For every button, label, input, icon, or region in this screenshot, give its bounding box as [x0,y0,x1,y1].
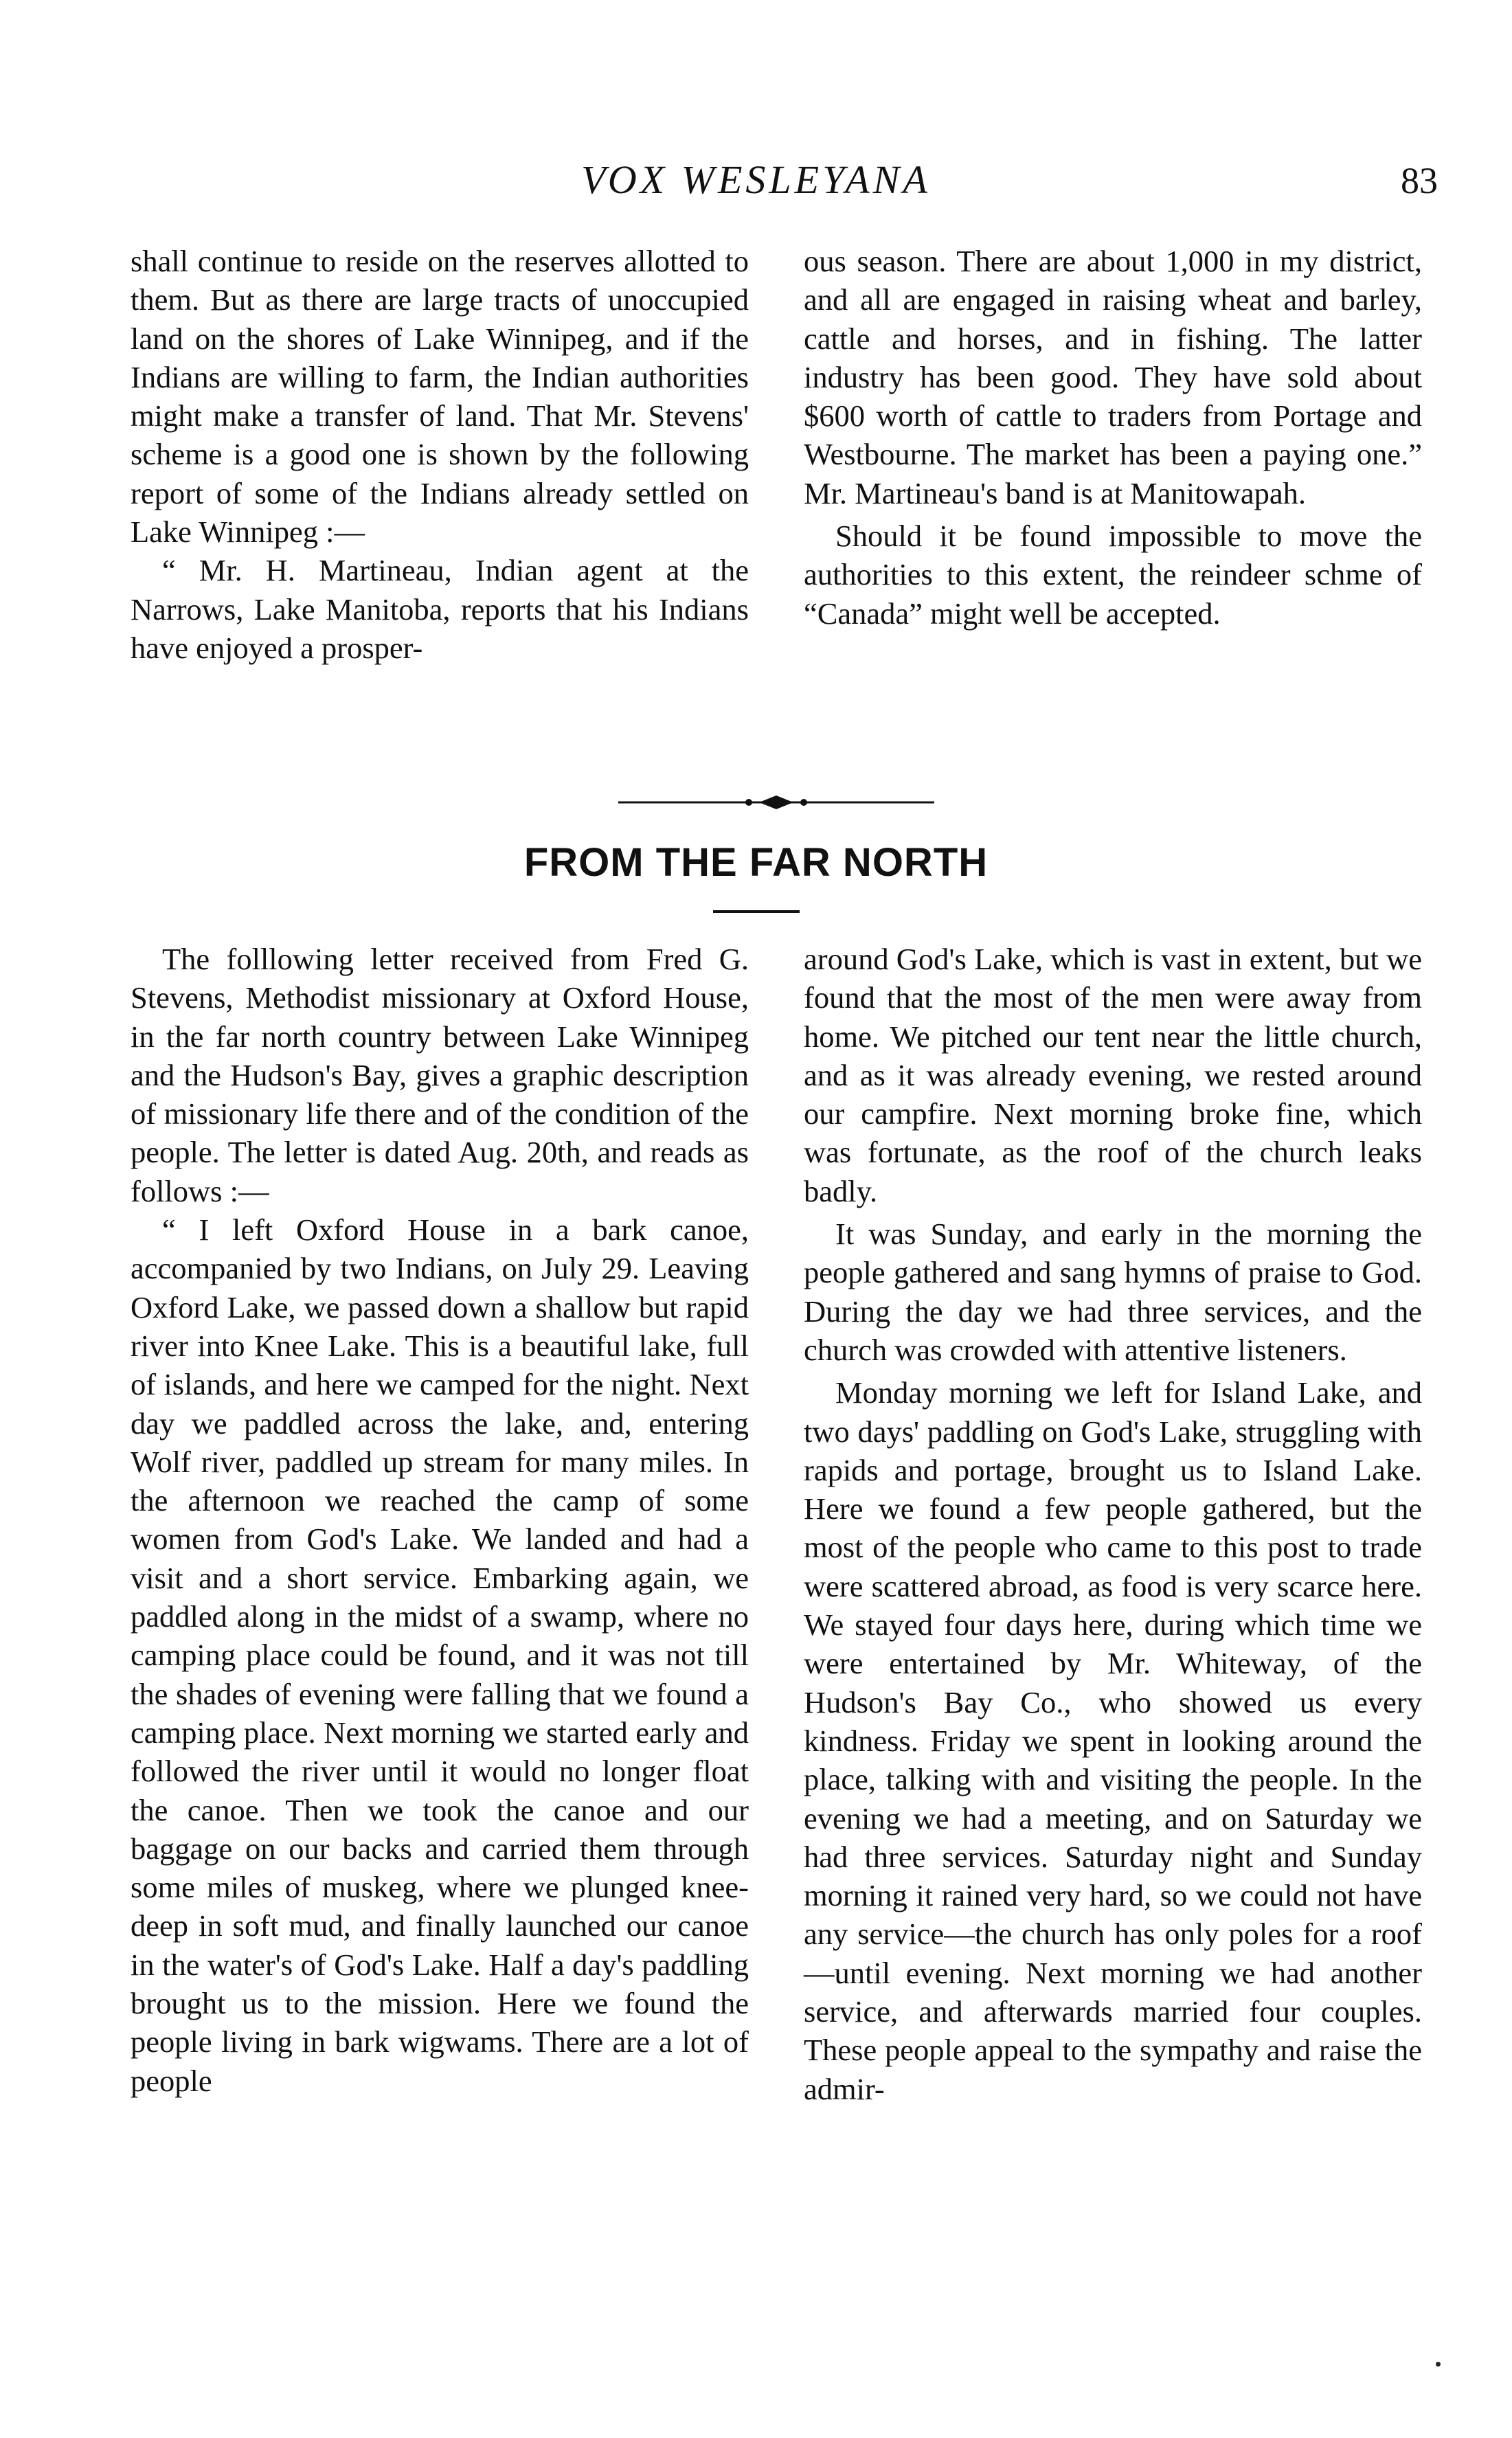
article1-column-right [804,242,1422,633]
page-number: 83 [1401,160,1438,201]
article1-column-left [131,242,749,667]
paragraph: ous season. There are about 1,000 in my district, and all are engaged in raising wheat and barley, cattle and horses, and in fishing. The latter industry has been good. They have sold about $600 worth of cattle to traders from Portage and Westbourne. The market has been a paying one.” Mr. Martineau's band is at Manitowapah. [804,244,1422,510]
paragraph: It was Sunday, and early in the morning the people gathered and sang hymns of praise to God. During the day we had three services, and the church was crowded with attentive listeners. [804,1217,1422,1367]
paragraph: shall continue to reside on the reserves allotted to them. But as there are large tracts of unoccupied land on the shores of Lake Winnipeg, and if the Indians are willing to farm, the Indian authorities might make a transfer of land. That Mr. Stevens' scheme is a good one is shown by the following report of some of the Indians already settled on Lake Winnipeg :— [131,244,749,550]
journal-title: VOX WESLEYANA [581,157,931,202]
paragraph: Monday morning we left for Island Lake, and two days' paddling on God's Lake, struggling with rapids and portage, brought us to Island Lake. Here we found a few people gathered, but the most of the people who came to this post to trade were scattered abroad, as food is very scarce here. We stayed four days here, during which time we were entertained by Mr. Whiteway, of the Hudson's Bay Co., who showed us every kindness. Friday we spent in looking around the place, talking with and visiting the people. In the evening we had a meeting, and on Saturday we had three services. Saturday night and Sunday morning it rained very hard, so we could not have any service—the church has only poles for a roof—until evening. Next morning we had another service, and afterwards married four couples. These people appeal to the sympathy and raise the admir- [804,1375,1422,2106]
ink-speck [1436,2362,1441,2367]
section-ornament [618,789,934,816]
paragraph: The folllowing letter received from Fred G. Stevens, Methodist missionary at Oxford House, in the far north country between Lake Winnipeg and the Hudson's Bay, gives a graphic description of missionary life there and of the condition of the people. The letter is dated Aug. 20th, and reads as follows :— [131,942,749,1208]
paragraph: Should it be found impossible to move the authorities to this extent, the reindeer schme of “Canada” might well be accepted. [804,519,1422,631]
title-underline [713,910,800,913]
article2-column-right [804,940,1422,2108]
paragraph: “ Mr. H. Martineau, Indian agent at the Narrows, Lake Manitoba, reports that his Indians have enjoyed a prosper- [131,553,749,665]
paragraph: “ I left Oxford House in a bark canoe, accompanied by two Indians, on July 29. Leaving Oxford Lake, we passed down a shallow but rapid river into Knee Lake. This is a beautiful lake, full of islands, and here we camped for the night. Next day we paddled across the lake, and, entering Wolf river, paddled up stream for many miles. In the afternoon we reached the camp of some women from God's Lake. We landed and had a visit and a short service. Embarking again, we paddled along in the midst of a swamp, where no camping place could be found, and it was not till the shades of evening were falling that we found a camping place. Next morning we started early and followed the river until it would no longer float the canoe. Then we took the canoe and our baggage on our backs and carried them through some miles of muskeg, where we plunged knee-deep in soft mud, and finally launched our canoe in the water's of God's Lake. Half a day's paddling brought us to the mission. Here we found the people living in bark wigwams. There are a lot of people [131,1212,749,2098]
running-header [0,157,1512,212]
article2-column-left [131,940,749,2100]
paragraph: around God's Lake, which is vast in extent, but we found that the most of the men were away from home. We pitched our tent near the little church, and as it was already evening, we rested around our campfire. Next morning broke fine, which was fortunate, as the roof of the church leaks badly. [804,942,1422,1208]
article-title: FROM THE FAR NORTH [523,840,989,885]
